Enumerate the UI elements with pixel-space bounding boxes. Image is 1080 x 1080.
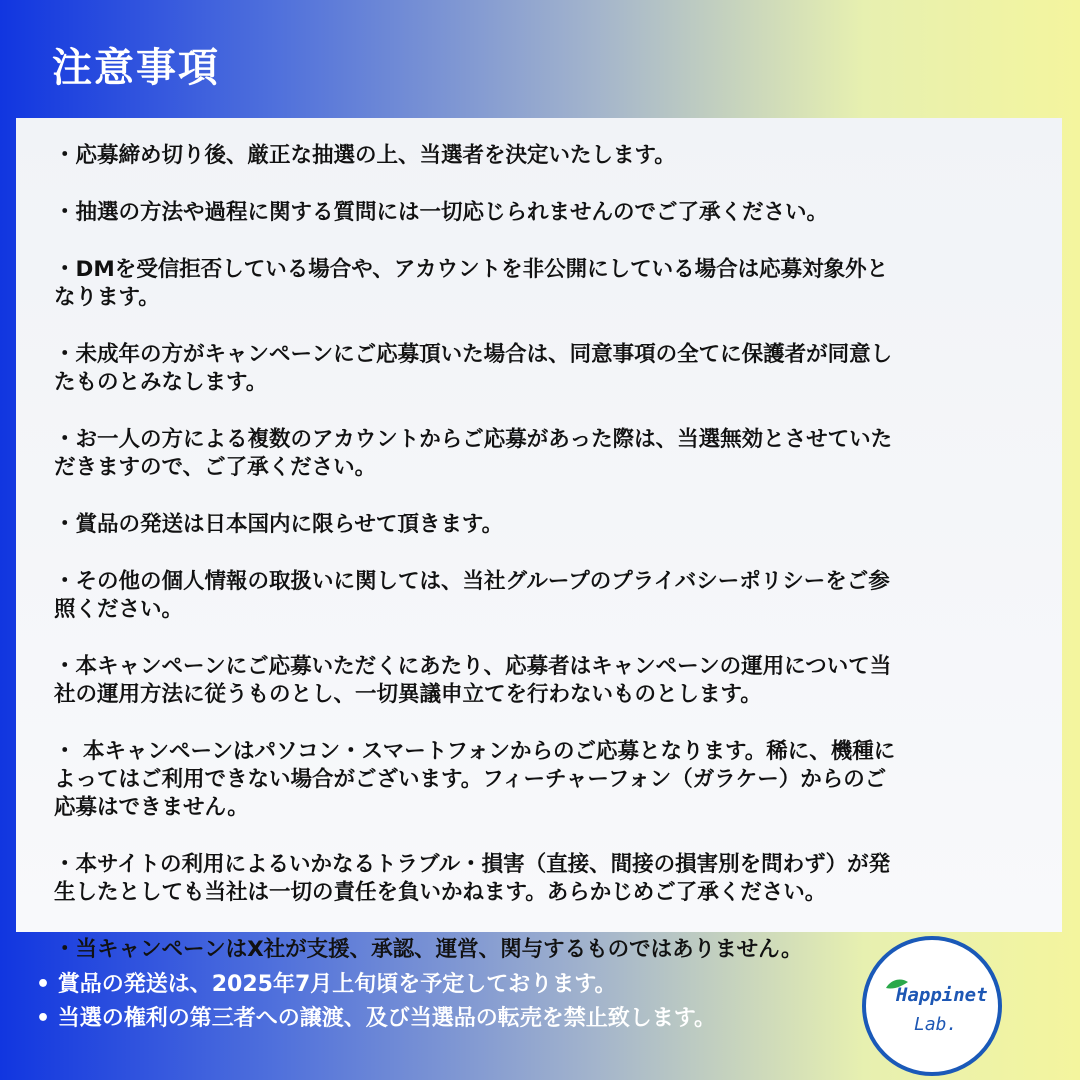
logo-text-line2: Lab.: [914, 1014, 958, 1035]
notice-item: ・賞品の発送は日本国内に限らせて頂きます。: [54, 512, 504, 537]
notice-item: ・本サイトの利用によるいかなるトラブル・損害（直接、間接の損害別を問わず）が発 生したとしても当社は一切の責任を負いかねます。あらかじめご了承ください。: [54, 852, 891, 905]
notice-item: ・DMを受信拒否している場合や、アカウントを非公開にしている場合は応募対象外と なります。: [54, 257, 889, 310]
footer-notes: [36, 968, 716, 1036]
happinet-lab-logo: [862, 936, 1002, 1076]
notice-panel: [16, 118, 1062, 962]
notice-item: ・未成年の方がキャンペーンにご応募頂いた場合は、同意事項の全てに保護者が同意し たものとみなします。: [54, 342, 893, 395]
footer-note: • 賞品の発送は、2025年7月上旬頃を予定しております。: [36, 972, 617, 997]
notice-item: ・応募締め切り後、厳正な抽選の上、当選者を決定いたします。: [54, 143, 676, 168]
notice-item: ・その他の個人情報の取扱いに関しては、当社グループのプライバシーポリシーをご参 照ください。: [54, 569, 890, 622]
notice-item: ・本キャンペーンにご応募いただくにあたり、応募者はキャンペーンの運用について当 社の運用方法に従うものとし、一切異議申立てを行わないものとします。: [54, 654, 892, 707]
notice-list: [54, 142, 1032, 964]
notice-item: ・当キャンペーンはX社が支援、承認、運営、関与するものではありません。: [54, 937, 803, 962]
notice-item: ・抽選の方法や過程に関する質問には一切応じられませんのでご了承ください。: [54, 200, 829, 225]
footer-note: • 当選の権利の第三者への譲渡、及び当選品の転売を禁止致します。: [36, 1006, 716, 1031]
page-title: 注意事項: [52, 45, 220, 91]
notice-item: ・ 本キャンペーンはパソコン・スマートフォンからのご応募となります。稀に、機種に よってはご利用できない場合がございます。フィーチャーフォン（ガラケー）からのご 応募はできません。: [54, 739, 896, 820]
logo-text-line1: Happinet: [896, 984, 988, 1006]
notice-item: ・お一人の方による複数のアカウントからご応募があった際は、当選無効とさせていた だきますので、ご了承ください。: [54, 427, 893, 480]
